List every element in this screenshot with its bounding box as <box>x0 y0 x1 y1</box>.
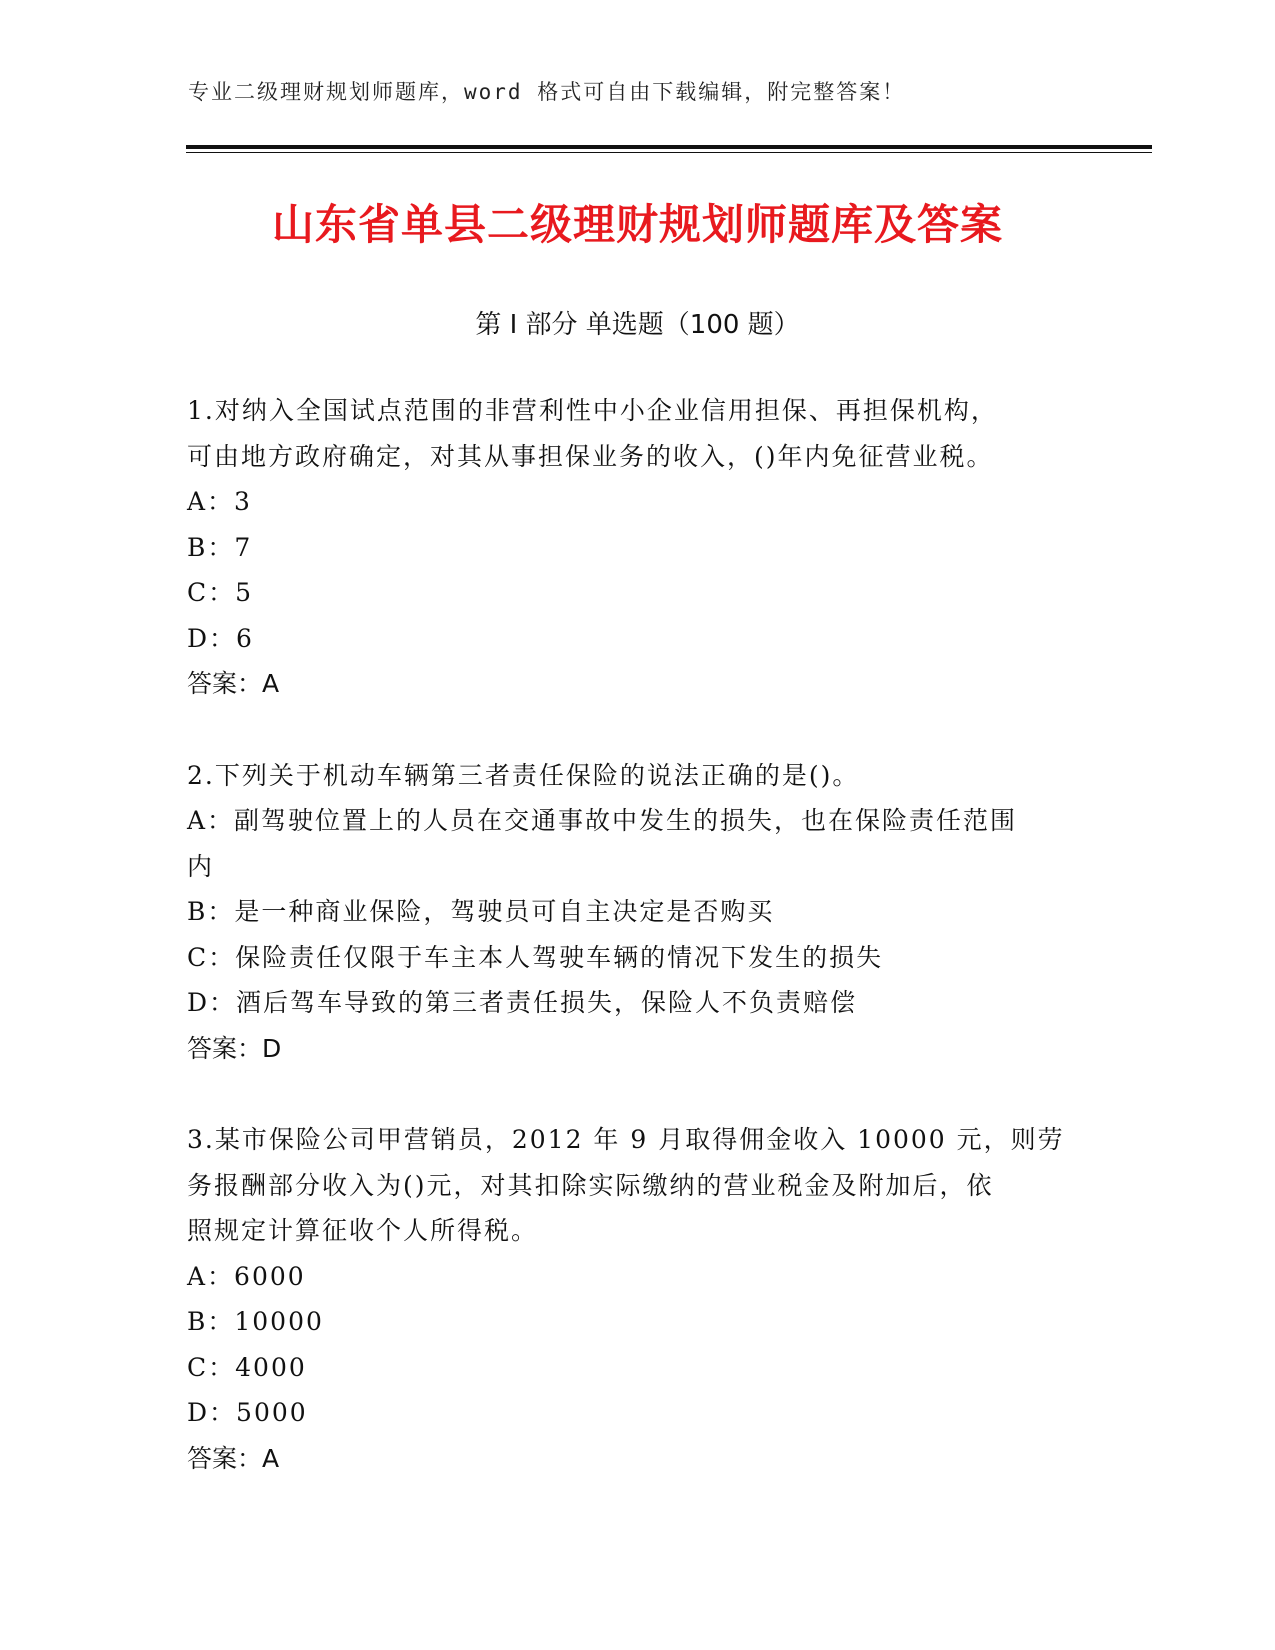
question-stem-line: 照规定计算征收个人所得税。 <box>187 1216 539 1245</box>
option-b: B：是一种商业保险，驾驶员可自主决定是否购买 <box>187 897 775 926</box>
option-b: B：7 <box>187 532 253 562</box>
question-1 <box>187 388 1087 707</box>
question-stem-line: 务报酬部分收入为()元，对其扣除实际缴纳的营业税金及附加后，依 <box>187 1170 994 1200</box>
header-note: 专业二级理财规划师题库，word 格式可自由下载编辑，附完整答案！ <box>188 80 906 104</box>
option-a-continued: 内 <box>187 851 215 881</box>
question-stem-line: 可由地方政府确定，对其从事担保业务的收入，()年内免征营业税。 <box>187 441 994 471</box>
option-a: A：3 <box>187 487 252 516</box>
question-stem-line: 1.对纳入全国试点范围的非营利性中小企业信用担保、再担保机构， <box>187 396 998 425</box>
option-c: C：4000 <box>187 1352 307 1382</box>
question-stem-line: 3.某市保险公司甲营销员，2012 年 9 月取得佣金收入 10000 元，则劳 <box>187 1125 1065 1154</box>
option-c: C：保险责任仅限于车主本人驾驶车辆的情况下发生的损失 <box>187 942 884 972</box>
answer-label: 答案：D <box>187 1033 282 1063</box>
option-d: D：5000 <box>187 1398 308 1427</box>
header-rule-thin <box>186 152 1152 153</box>
question-2 <box>187 753 1087 1072</box>
option-a: A：6000 <box>187 1261 306 1291</box>
answer-label: 答案：A <box>187 669 280 698</box>
option-a: A：副驾驶位置上的人员在交通事故中发生的损失，也在保险责任范围 <box>187 806 1018 835</box>
answer-label: 答案：A <box>187 1443 280 1473</box>
option-d: D：6 <box>187 623 254 653</box>
option-d: D：酒后驾车导致的第三者责任损失，保险人不负责赔偿 <box>187 988 858 1017</box>
page-title: 山东省单县二级理财规划师题库及答案 <box>271 200 1003 249</box>
question-stem-line: 2.下列关于机动车辆第三者责任保险的说法正确的是()。 <box>187 760 860 790</box>
option-c: C：5 <box>187 578 254 607</box>
question-list <box>187 388 1087 1527</box>
question-3 <box>187 1117 1087 1481</box>
section-title: 第 I 部分 单选题（100 题） <box>475 310 800 340</box>
header-rule-thick <box>186 145 1152 149</box>
option-b: B：10000 <box>187 1307 324 1336</box>
